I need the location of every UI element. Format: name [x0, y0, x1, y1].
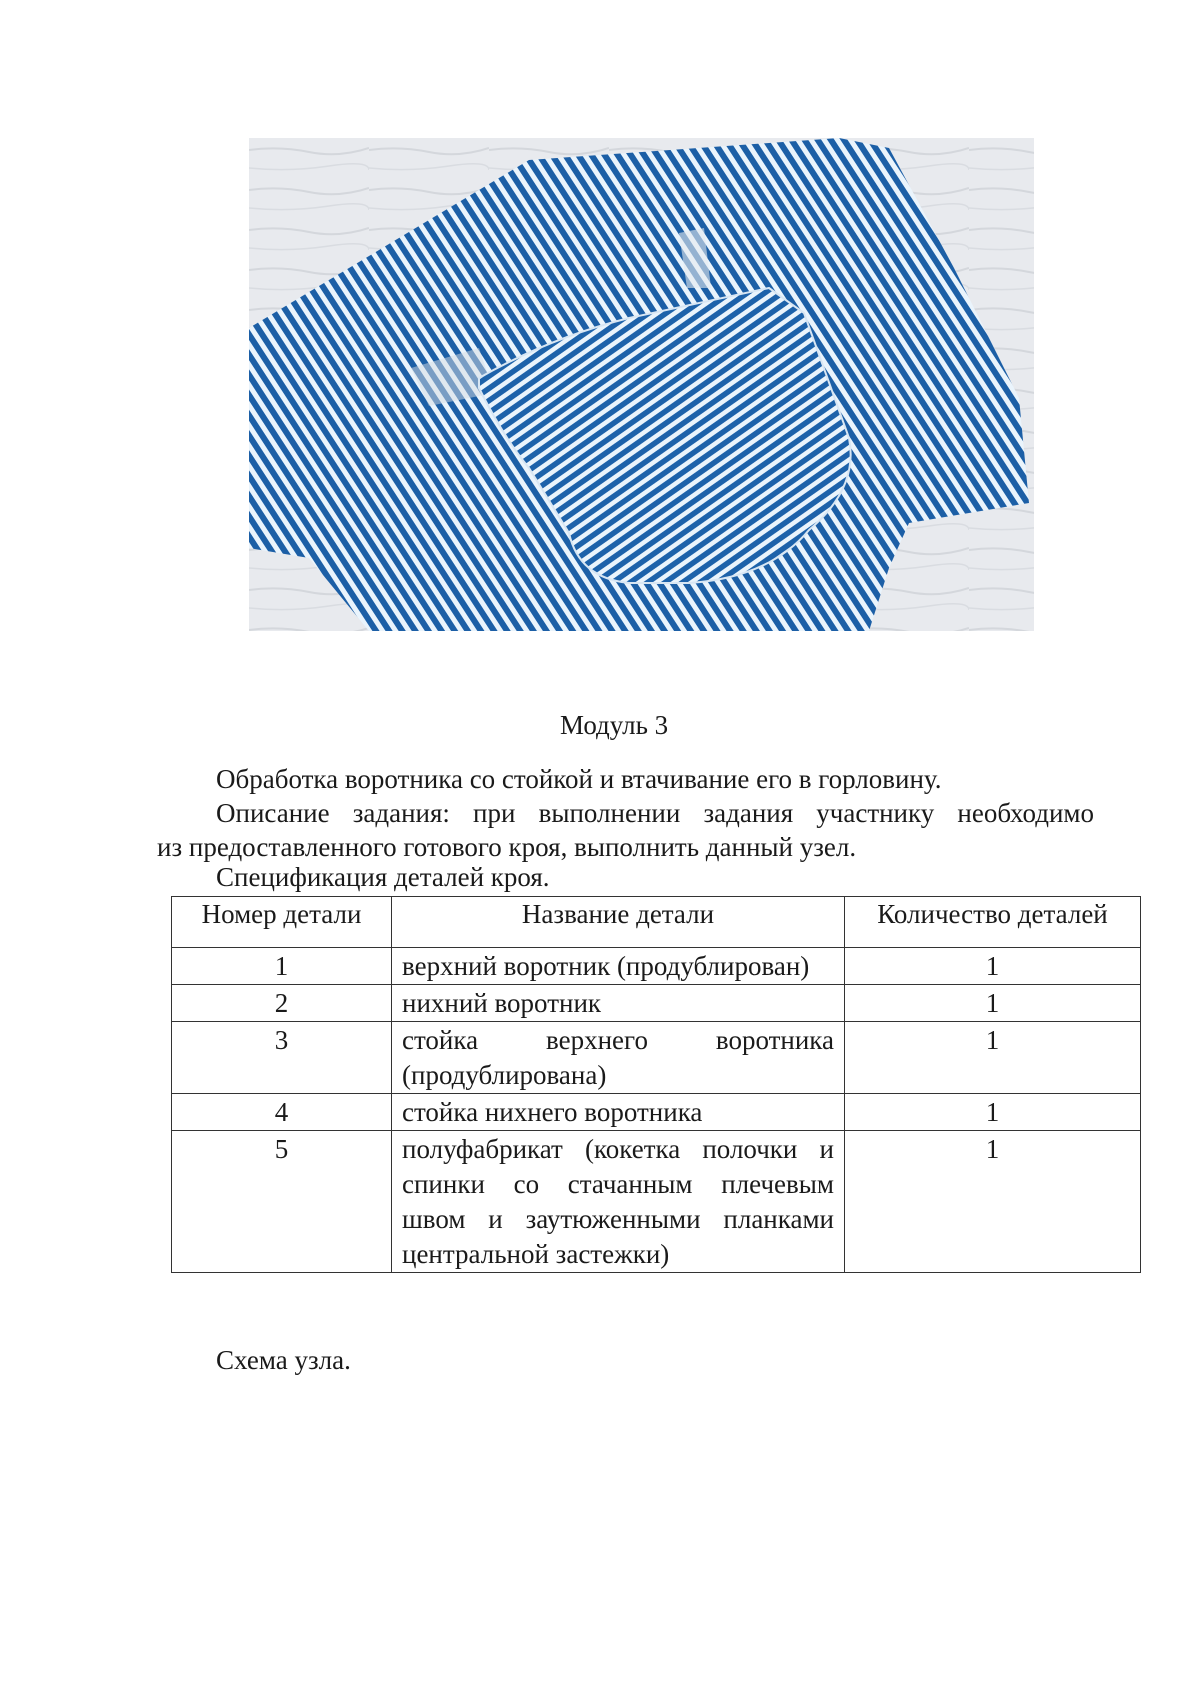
spec-table: [171, 896, 1141, 1273]
header-number: Номер детали: [172, 897, 392, 948]
row-quantity: 1: [845, 985, 1141, 1022]
row-quantity: 1: [845, 1094, 1141, 1131]
table-row: [172, 1094, 1141, 1131]
table-row: [172, 985, 1141, 1022]
header-quantity: Количество деталей: [845, 897, 1141, 948]
module-title: Модуль 3: [560, 710, 669, 740]
header-name: Название детали: [392, 897, 845, 948]
spec-title: Спецификация деталей кроя.: [216, 862, 550, 892]
table-row: [172, 1022, 1141, 1094]
fabric-photo: [249, 138, 1034, 631]
task-title: Обработка воротника со стойкой и втачивание его в горловину.: [216, 764, 942, 794]
row-number: 2: [172, 985, 392, 1022]
row-number: 3: [172, 1022, 392, 1094]
row-quantity: 1: [845, 948, 1141, 985]
table-header-row: [172, 897, 1141, 948]
row-number: 1: [172, 948, 392, 985]
table-row: [172, 1131, 1141, 1273]
row-name: верхний воротник (продублирован): [392, 948, 845, 985]
row-number: 4: [172, 1094, 392, 1131]
row-quantity: 1: [845, 1022, 1141, 1094]
table-row: [172, 948, 1141, 985]
row-name: стойка верхнего воротника (продублирована): [392, 1022, 845, 1094]
task-description-line2: из предоставленного готового кроя, выполнить данный узел.: [157, 832, 857, 862]
task-description-line1: Описание задания: при выполнении задания участнику необходимо: [216, 798, 1094, 828]
row-name: полуфабрикат (кокетка полочки и спинки со стачанным плечевым швом и заутюженными планками центральной застежки): [392, 1131, 845, 1273]
row-number: 5: [172, 1131, 392, 1273]
scheme-label: Схема узла.: [216, 1345, 351, 1375]
row-name: стойка нихнего воротника: [392, 1094, 845, 1131]
row-quantity: 1: [845, 1131, 1141, 1273]
row-name: нихний воротник: [392, 985, 845, 1022]
